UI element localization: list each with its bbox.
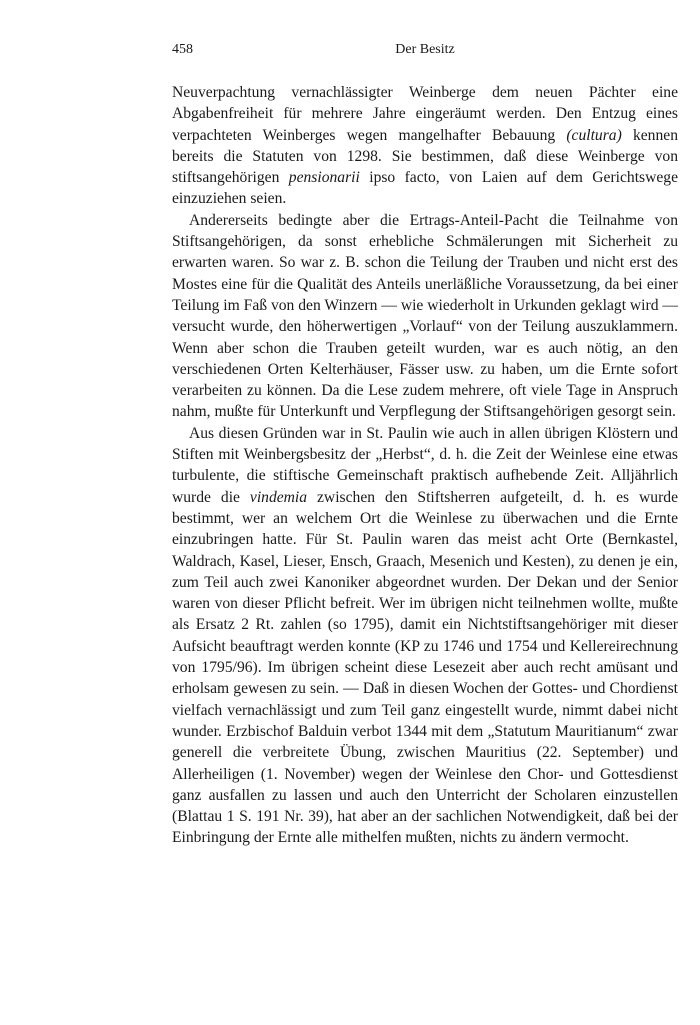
running-head — [172, 42, 678, 66]
paragraph — [172, 210, 678, 423]
text-run: Aus diesen Gründen war in St. Paulin wie auch in allen übrigen Klöstern und Stiften mit Weinbergsbesitz der „Herbst“, d. h. die Zeit der Weinlese eine etwas turbulente, die stiftische Gemeinschaft praktisch aufhebende Zeit. Alljährlich wurde die — [172, 424, 678, 506]
paragraph — [172, 423, 678, 849]
text-run: kennen bereits die Statuten von 1298. Sie bestimmen, daß diese Weinberge von stiftsangehörigen — [172, 126, 678, 187]
text-run: zwischen den Stiftsherren aufgeteilt, d. h. es wurde bestimmt, wer an welchem Ort die Weinlese zu überwachen und die Ernte einzubringen hatte. Für St. Paulin waren das meist acht Orte (Bernkastel, Waldrach, Kasel, Lieser, Ensch, Graach, Mesenich und Kesten), zu denen je ein, zum Teil auch zwei Kanoniker abgeordnet wurden. Der Dekan und der Senior waren von dieser Pflicht befreit. Wer im übrigen nicht teilnehmen wollte, mußte als Ersatz 2 Rt. zahlen (so 1795), damit ein Nichtstiftsangehöriger mit dieser Aufsicht beauftragt werden konnte (KP zu 1746 und 1754 und Kellereirechnung von 1795/96). Im übrigen scheint diese Lesezeit aber auch recht amüsant und erholsam gewesen zu sein. — Daß in diesen Wochen der Gottes- und Chordienst vielfach vernachlässigt und zum Teil ganz eingestellt wurde, nimmt dabei nicht wunder. Erzbischof Balduin verbot 1344 mit dem „Statutum Mauritianum“ zwar generell die verbreitete Übung, zwischen Mauritius (22. September) und Allerheiligen (1. November) wegen der Weinlese den Chor- und Gottesdienst ganz ausfallen zu lassen und auch den Unterricht der Scholaren einzustellen (Blattau 1 S. 191 Nr. 39), hat aber an der sachlichen Notwendigkeit, daß bei der Einbringung der Ernte alle mithelfen mußten, nichts zu ändern vermocht. — [172, 488, 678, 847]
italic-term: pensionarii — [288, 169, 360, 187]
text-run: Andererseits bedingte aber die Ertrags-Anteil-Pacht die Teilnahme von Stiftsangehörigen, da sonst erhebliche Schmälerungen mit Sicherheit zu erwarten waren. So war z. B. schon die Teilung der Trauben und nicht erst des Mostes eine für die Qualität des Anteils unerläßliche Voraussetzung, da bei einer Teilung im Faß von den Winzern — wie wiederholt in Urkunden geklagt wird — versucht wurde, den höherwertigen „Vorlauf“ von der Teilung auszuklammern. Wenn aber schon die Trauben geteilt wurden, war es auch nötig, an den verschiedenen Orten Kelterhäuser, Fässer usw. zu haben, um die Ernte sofort verarbeiten zu können. Da die Lese zudem mehrere, oft viele Tage in Anspruch nahm, mußte für Unterkunft und Verpflegung der Stiftsangehörigen gesorgt sein. — [172, 211, 678, 421]
text-run: ipso facto, von Laien auf dem Gerichtswege einzuziehen seien. — [172, 169, 678, 208]
italic-term: (cultura) — [566, 126, 622, 144]
italic-term: vindemia — [249, 488, 308, 506]
page-number: 458 — [172, 42, 193, 57]
book-page — [172, 42, 678, 849]
paragraph — [172, 82, 678, 210]
body-text — [172, 82, 678, 849]
running-title: Der Besitz — [395, 42, 455, 57]
text-run: Neuverpachtung vernachlässigter Weinberge dem neuen Pächter eine Abgabenfreiheit für mehrere Jahre eingeräumt werden. Den Entzug eines verpachteten Weinberges wegen mangelhafter Bebauung — [172, 84, 678, 144]
